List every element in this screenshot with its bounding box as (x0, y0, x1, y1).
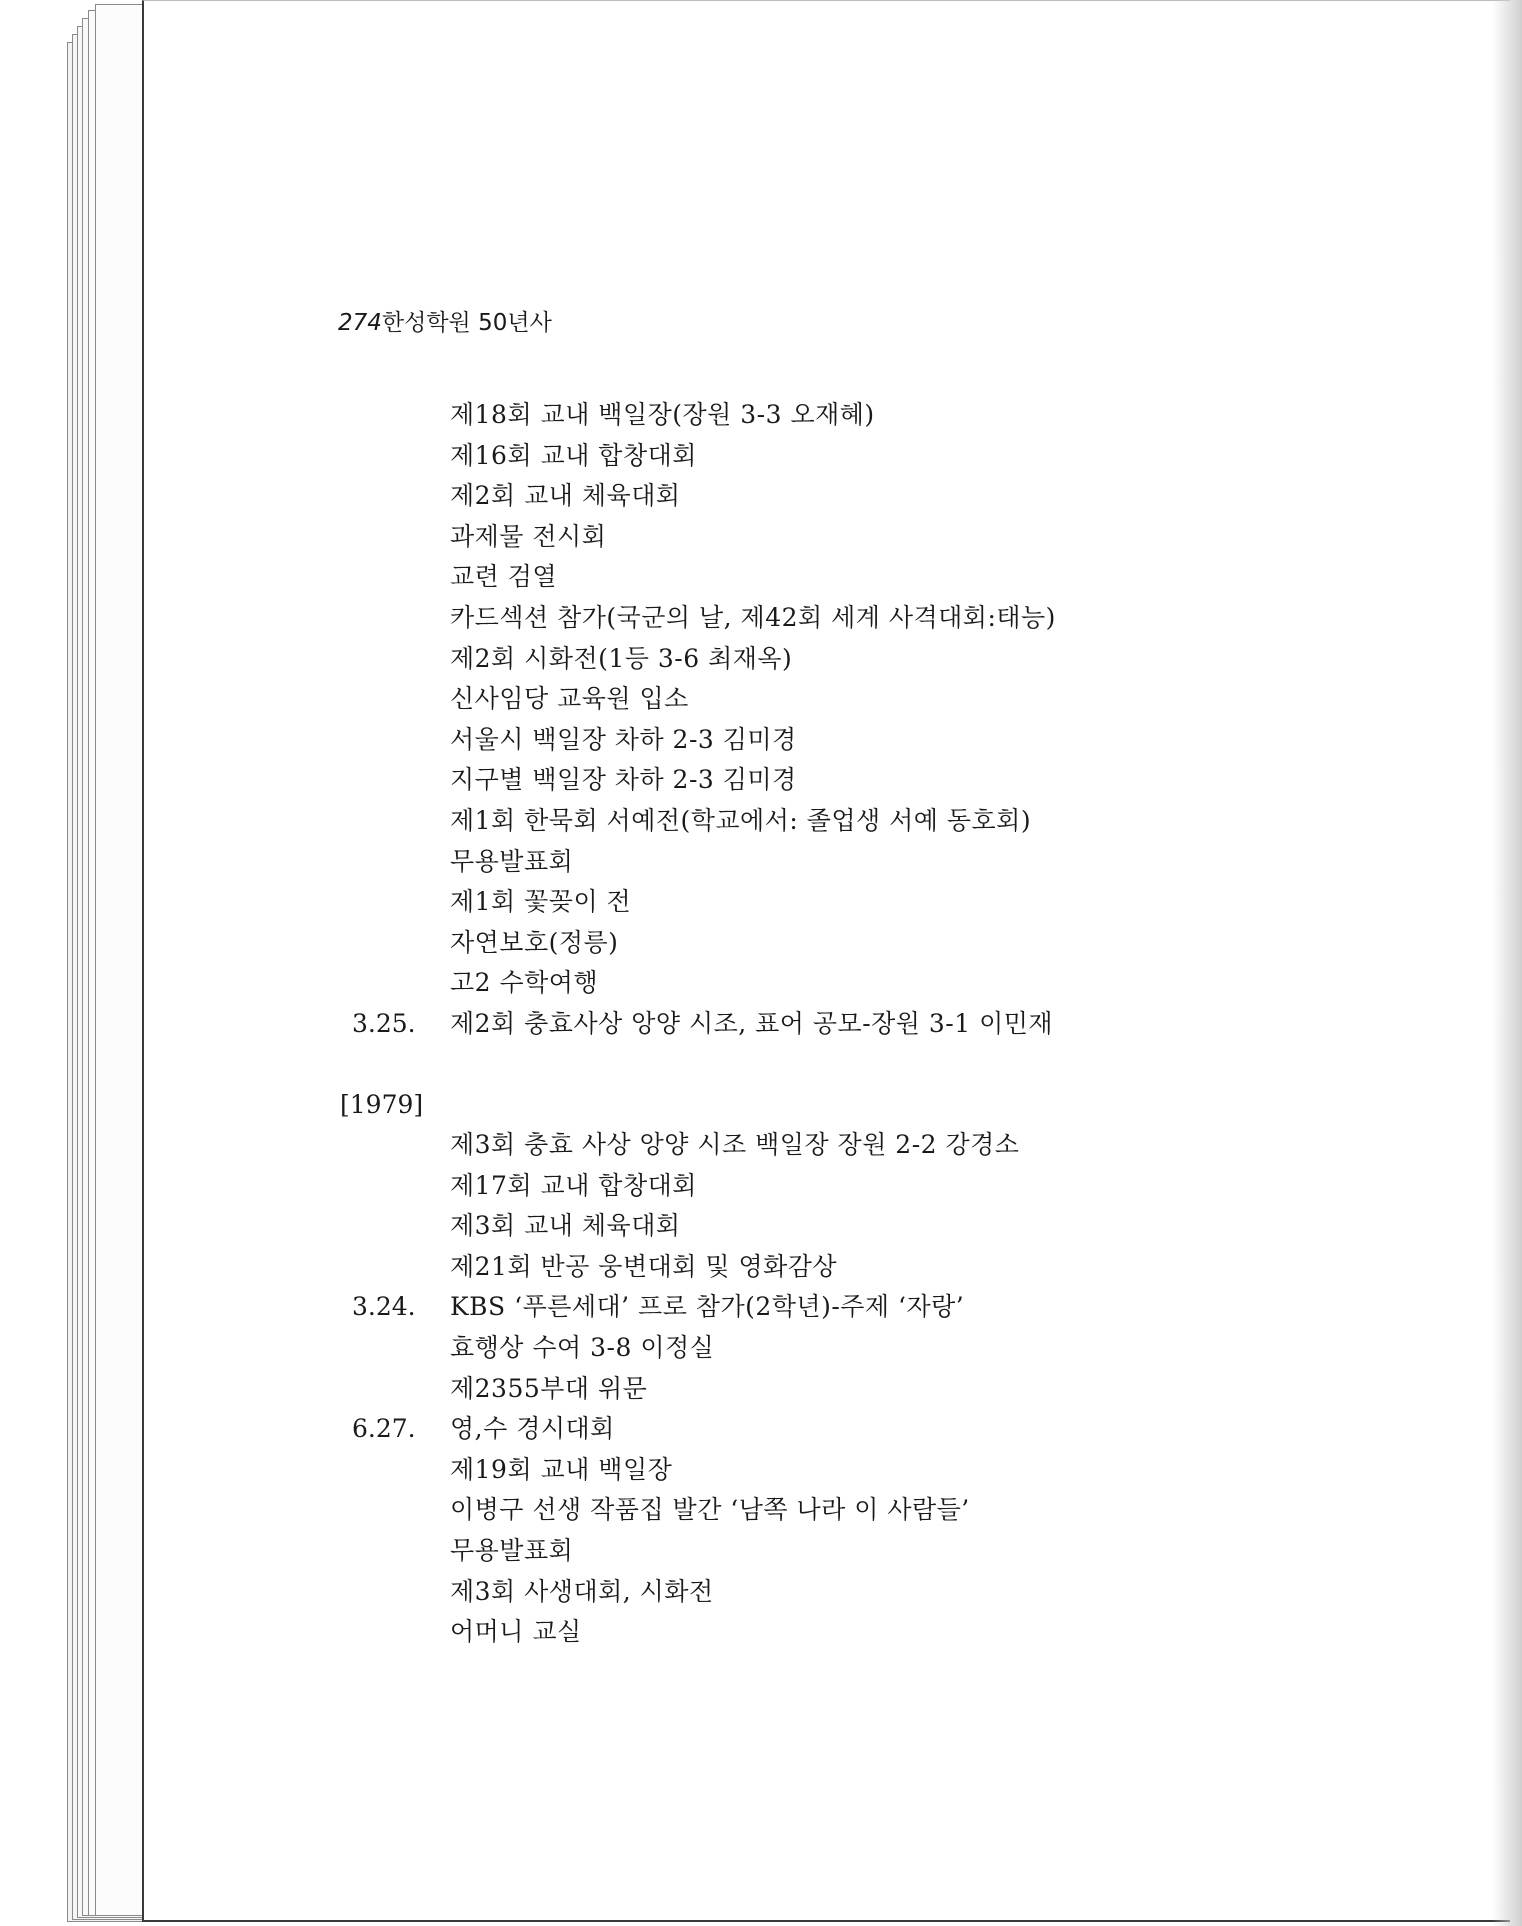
chronology-entry (340, 1531, 1440, 1572)
chronology-entry (340, 1450, 1440, 1491)
running-header (338, 304, 552, 337)
page-shadow (1492, 0, 1522, 1926)
chronology-entry (340, 1206, 1440, 1247)
entry-text: 카드섹션 참가(국군의 날, 제42회 세계 사격대회:태능) (450, 602, 1056, 632)
chronology-entry (340, 963, 1440, 1004)
page-number: 274 (338, 310, 382, 336)
entry-text: 제21회 반공 웅변대회 및 영화감상 (450, 1251, 838, 1281)
chronology-list (340, 395, 1440, 1653)
chronology-entry (340, 679, 1440, 720)
entry-date: 6.27. (352, 1414, 416, 1444)
chronology-entry (340, 923, 1440, 964)
chronology-entry (340, 639, 1440, 680)
entry-text: 제3회 사생대회, 시화전 (450, 1576, 714, 1606)
chronology-entry (340, 395, 1440, 436)
chronology-entry (340, 801, 1440, 842)
entry-text: 교련 검열 (450, 562, 558, 592)
chronology-entry (340, 1369, 1440, 1410)
chronology-entry (340, 760, 1440, 801)
chronology-section-1979 (340, 1125, 1440, 1653)
section-gap (340, 1045, 1440, 1085)
chronology-entry (340, 1125, 1440, 1166)
chronology-entry (340, 1490, 1440, 1531)
chronology-entry (340, 882, 1440, 923)
entry-date: 3.25. (352, 1008, 416, 1038)
entry-text: 제16회 교내 합창대회 (450, 440, 697, 470)
entry-text: 고2 수학여행 (450, 968, 599, 998)
chronology-entry (340, 1166, 1440, 1207)
entry-text: 자연보호(정릉) (450, 927, 619, 957)
entry-text: 어머니 교실 (450, 1617, 582, 1647)
entry-text: 제2회 교내 체육대회 (450, 481, 681, 511)
entry-date: 3.24. (352, 1292, 416, 1322)
entry-text: 제3회 충효 사상 앙양 시조 백일장 장원 2-2 강경소 (450, 1130, 1020, 1160)
chronology-entry (340, 842, 1440, 883)
chronology-entry (340, 720, 1440, 761)
chronology-entry (340, 1247, 1440, 1288)
entry-text: 제1회 꽃꽂이 전 (450, 887, 632, 917)
chronology-section-1978 (340, 395, 1440, 1045)
entry-text: 제2회 시화전(1등 3-6 최재옥) (450, 643, 793, 673)
chronology-entry (340, 557, 1440, 598)
entry-text: 무용발표회 (450, 846, 574, 876)
book-title: 한성학원 50년사 (381, 310, 552, 336)
entry-text: 제3회 교내 체육대회 (450, 1211, 681, 1241)
entry-text: 제2회 충효사상 앙양 시조, 표어 공모-장원 3-1 이민재 (450, 1008, 1054, 1038)
chronology-entry (340, 598, 1440, 639)
entry-text: 제18회 교내 백일장(장원 3-3 오재혜) (450, 400, 875, 429)
year-heading: [1979] (340, 1089, 424, 1119)
entry-text: 제2355부대 위문 (450, 1373, 648, 1403)
chronology-entry (340, 1328, 1440, 1369)
entry-text: 과제물 전시회 (450, 521, 607, 551)
chronology-entry (340, 517, 1440, 558)
entry-text: 이병구 선생 작품집 발간 ‘남쪽 나라 이 사람들’ (450, 1495, 970, 1525)
chronology-entry (340, 1409, 1440, 1450)
entry-text: 제1회 한묵회 서예전(학교에서: 졸업생 서예 동호회) (450, 805, 1032, 835)
chronology-entry (340, 1612, 1440, 1653)
year-heading-row (340, 1085, 1440, 1126)
chronology-entry (340, 436, 1440, 477)
entry-text: 제17회 교내 합창대회 (450, 1170, 697, 1200)
chronology-entry (340, 1287, 1440, 1328)
entry-text: 신사임당 교육원 입소 (450, 684, 689, 714)
entry-text: 효행상 수여 3-8 이정실 (450, 1333, 715, 1363)
chronology-entry (340, 476, 1440, 517)
chronology-entry (340, 1572, 1440, 1613)
chronology-entry (340, 1004, 1440, 1045)
entry-text: 무용발표회 (450, 1536, 574, 1566)
entry-text: 지구별 백일장 차하 2-3 김미경 (450, 765, 797, 795)
entry-text: KBS ‘푸른세대’ 프로 참가(2학년)-주제 ‘자랑’ (450, 1292, 965, 1322)
entry-text: 영,수 경시대회 (450, 1414, 615, 1444)
entry-text: 서울시 백일장 차하 2-3 김미경 (450, 724, 797, 754)
entry-text: 제19회 교내 백일장 (450, 1454, 673, 1484)
